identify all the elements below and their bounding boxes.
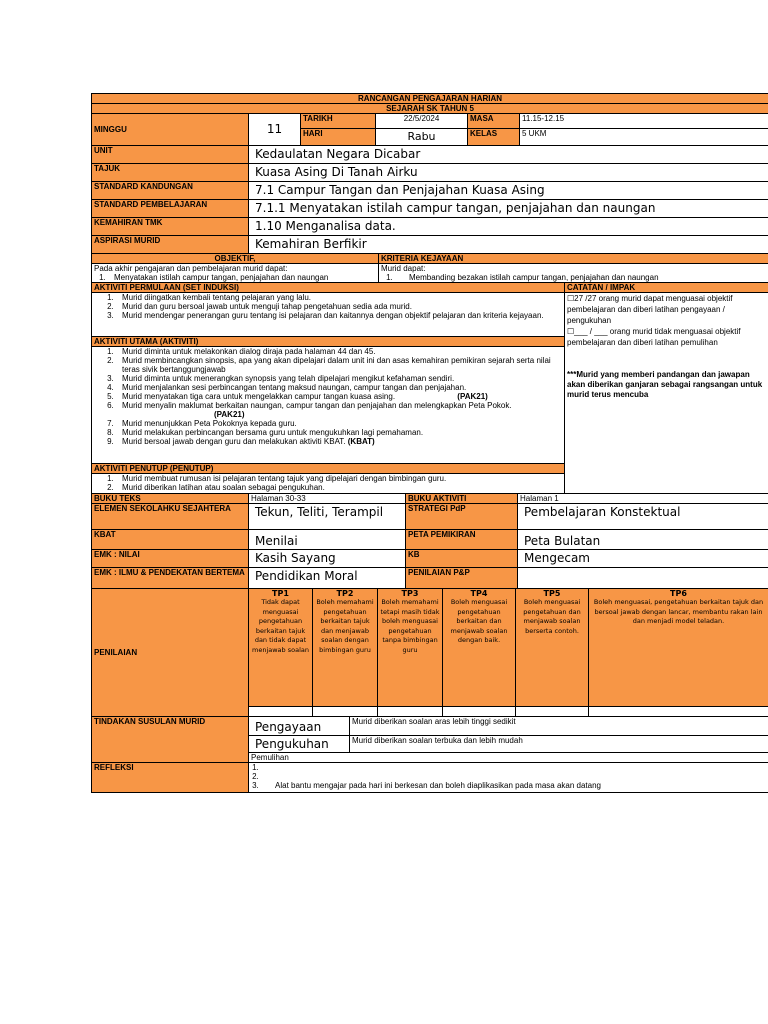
utama-item: 2. Murid membincangkan sinopsis, apa yang akan dipelajari dalam unit ini dan asas kemahiran pemikiran sejarah serta nilai teras sivik bertanggungjawab [116,356,562,374]
refleksi-item [261,763,766,772]
utama-item-text: Murid menyatakan tiga cara untuk mengelakkan campur tangan kuasa asing. [122,392,396,401]
permulaan-content [92,293,565,337]
refleksi-label: REFLEKSI [92,763,249,793]
standard-kandungan-value: 7.1 Campur Tangan dan Penjajahan Kuasa Asing [249,182,768,200]
lesson-plan-sheet [91,93,768,793]
utama-item [116,392,562,401]
tarikh-value: 22/5/2024 [376,114,468,129]
tp-cell [589,589,768,707]
tp-desc: Boleh menguasai pengetahuan dan menjawab soalan berserta contoh. [523,598,581,635]
resource-table [91,493,768,589]
kriteria-item: 1. Membanding bezakan istilah campur tangan, penjajahan dan naungan [395,273,766,282]
elemen-label: ELEMEN SEKOLAHKU SEJAHTERA [92,504,249,530]
tp-desc: Boleh menguasai, pengetahuan berkaitan tajuk dan bersoal jawab dengan lancar, membantu rakan lain dan menjadi model teladan. [593,598,764,625]
tp-level: TP2 [336,589,354,598]
emk-nilai-label: EMK : NILAI [92,550,249,568]
objektif-item: 1. Menyatakan istilah campur tangan, penjajahan dan naungan [108,273,376,282]
kriteria-label: KRITERIA KEJAYAAN [379,254,768,264]
emk-nilai-value: Kasih Sayang [249,550,406,568]
header-table [91,93,768,146]
permulaan-item: 1. Murid diingatkan kembali tentang pelajaran yang lalu. [116,293,562,302]
catatan-line-2: ☐___ / ___ orang murid tidak menguasai objektif pembelajaran dan diberi latihan pemulihan [567,327,741,347]
kbat-tag: (KBAT) [347,437,375,446]
tp-score-cell[interactable] [589,707,768,717]
tp-score-cell[interactable] [443,707,516,717]
activity-table [91,282,768,494]
kemahiran-tmk-label: KEMAHIRAN TMK [92,218,249,236]
refleksi-item: 3. Alat bantu mengajar pada hari ini berkesan dan boleh diaplikasikan pada masa akan datang [261,781,766,790]
tp-cell [249,589,313,707]
utama-item: 8. Murid melakukan perbincangan bersama guru untuk mengukuhkan lagi pemahaman. [116,428,562,437]
tp-score-cell[interactable] [249,707,313,717]
pengayaan-desc: Murid diberikan soalan aras lebih tinggi sedikit [350,717,768,736]
tp-desc: Boleh memahami pengetahuan berkaitan tajuk dan menjawab soalan dengan bimbingan guru [316,598,374,654]
kriteria-intro: Murid dapat: [381,264,426,273]
utama-item: 1. Murid diminta untuk melakonkan dialog diraja pada halaman 44 dan 45. [116,347,562,356]
standard-pembelajaran-label: STANDARD PEMBELAJARAN [92,200,249,218]
pengukuhan-desc: Murid diberikan soalan terbuka dan lebih mudah [350,736,768,753]
permulaan-item: 3. Murid mendengar penerangan guru tentang isi pelajaran dan kaitannya dengan objektif pelajaran dan kriteria kejayaan. [116,311,562,320]
tajuk-label: TAJUK [92,164,249,182]
utama-content [92,347,565,464]
refleksi-item [261,772,766,781]
tp-level: TP5 [543,589,561,598]
tp-cell [516,589,589,707]
tp-level: TP1 [272,589,289,598]
objektif-label: OBJEKTIF, [92,254,379,264]
minggu-label: MINGGU [92,114,249,146]
utama-item: 3. Murid diminta untuk menerangkan synopsis yang telah dipelajari mengikut kefahaman sendiri. [116,374,562,383]
standard-pembelajaran-value: 7.1.1 Menyatakan istilah campur tangan, penjajahan dan naungan [249,200,768,218]
objective-table [91,253,768,283]
tindakan-label: TINDAKAN SUSULAN MURID [92,717,249,763]
penutup-label: AKTIVITI PENUTUP (PENUTUP) [92,464,565,474]
aspirasi-murid-label: ASPIRASI MURID [92,236,249,254]
masa-label: MASA [468,114,520,129]
refleksi-content [249,763,768,793]
utama-item [116,401,562,419]
strategi-label: STRATEGI PdP [406,504,518,530]
objektif-intro: Pada akhir pengajaran dan pembelajaran murid dapat: [94,264,288,273]
tp-score-cell[interactable] [378,707,443,717]
kb-value: Mengecam [518,550,768,568]
detail-table [91,145,768,254]
tp-desc: Boleh menguasai pengetahuan berkaitan dan menjawab soalan dengan baik. [450,598,508,644]
penutup-item: 2. Murid diberikan latihan atau soalan sebagai pengukuhan. [116,483,562,492]
kelas-label: KELAS [468,129,520,146]
utama-item: 7. Murid menunjukkan Peta Pokoknya kepada guru. [116,419,562,428]
penilaian-pp-label: PENILAIAN P&P [406,568,518,589]
plan-subtitle: SEJARAH SK TAHUN 5 [92,104,768,114]
catatan-note: ***Murid yang memberi pandangan dan jawapan akan diberikan ganjaran sebagai rangsangan untuk murid terus mencuba [567,370,763,399]
emk-ilmu-value: Pendidikan Moral [249,568,406,589]
kbat-value: Menilai [249,530,406,550]
kemahiran-tmk-value: 1.10 Menganalisa data. [249,218,768,236]
tp-score-cell[interactable] [313,707,378,717]
catatan-line-1: ☐27 /27 orang murid dapat menguasai objektif pembelajaran dan diberi latihan pengayaan / pengukuhan [567,294,733,325]
tp-cell [313,589,378,707]
tp-level: TP4 [470,589,488,598]
tp-level: TP6 [670,589,687,598]
tp-cell [443,589,516,707]
emk-ilmu-label: EMK : ILMU & PENDEKATAN BERTEMA [92,568,249,589]
catatan-label: CATATAN / IMPAK [565,283,768,293]
elemen-value: Tekun, Teliti, Terampil [249,504,406,530]
catatan-content [565,293,768,494]
pak21-tag: (PAK21) [457,392,488,401]
penilaian-label: PENILAIAN [92,589,249,717]
tarikh-label: TARIKH [301,114,376,129]
plan-title: RANCANGAN PENGAJARAN HARIAN [92,94,768,104]
unit-value: Kedaulatan Negara Dicabar [249,146,768,164]
penilaian-pp-value [518,568,768,589]
peta-value: Peta Bulatan [518,530,768,550]
minggu-value: 11 [249,114,301,146]
kriteria-content [379,264,768,283]
tp-desc: Tidak dapat menguasai pengetahuan berkaitan tajuk dan tidak dapat menjawab soalan [252,598,309,654]
tindakan-table [91,716,768,763]
pak21-tag: (PAK21) [214,410,245,419]
pemulihan-label: Pemulihan [249,753,768,763]
strategi-value: Pembelajaran Konstektual [518,504,768,530]
tajuk-value: Kuasa Asing Di Tanah Airku [249,164,768,182]
masa-value: 11.15-12.15 [520,114,768,129]
penutup-content [92,474,565,494]
hari-label: HARI [301,129,376,146]
utama-item: 4. Murid menjalankan sesi perbincangan tentang maksud naungan, campur tangan dan penjajahan. [116,383,562,392]
hari-value: Rabu [376,129,468,146]
refleksi-table [91,762,768,793]
pengukuhan-label: Pengukuhan [249,736,350,753]
utama-item-text: Murid menyalin maklumat berkaitan naungan, campur tangan dan penjajahan dan melengkapkan Peta Pokok. [122,401,512,410]
kb-label: KB [406,550,518,568]
standard-kandungan-label: STANDARD KANDUNGAN [92,182,249,200]
objektif-content [92,264,379,283]
buku-teks-value: Halaman 30-33 [249,494,406,504]
penutup-item: 1. Murid membuat rumusan isi pelajaran tentang tajuk yang dipelajari dengan bimbingan guru. [116,474,562,483]
permulaan-item: 2. Murid dan guru bersoal jawab untuk menguji tahap pengetahuan sedia ada murid. [116,302,562,311]
tp-cell [378,589,443,707]
tp-desc: Boleh memahami tetapi masih tidak boleh menguasai pengetahuan tanpa bimbingan guru [380,598,440,654]
permulaan-label: AKTIVITI PERMULAAN (SET INDUKSI) [92,283,565,293]
penilaian-table [91,588,768,717]
tp-level: TP3 [401,589,419,598]
utama-label: AKTIVITI UTAMA (AKTIVITI) [92,337,565,347]
buku-aktiviti-label: BUKU AKTIVITI [406,494,518,504]
peta-label: PETA PEMIKIRAN [406,530,518,550]
kbat-label: KBAT [92,530,249,550]
utama-item-text: Murid bersoal jawab dengan guru dan melakukan aktiviti KBAT. [122,437,346,446]
kelas-value: 5 UKM [520,129,768,146]
aspirasi-murid-value: Kemahiran Berfikir [249,236,768,254]
pengayaan-label: Pengayaan [249,717,350,736]
utama-item [116,437,562,446]
unit-label: UNIT [92,146,249,164]
tp-score-cell[interactable] [516,707,589,717]
buku-teks-label: BUKU TEKS [92,494,249,504]
buku-aktiviti-value: Halaman 1 [518,494,768,504]
